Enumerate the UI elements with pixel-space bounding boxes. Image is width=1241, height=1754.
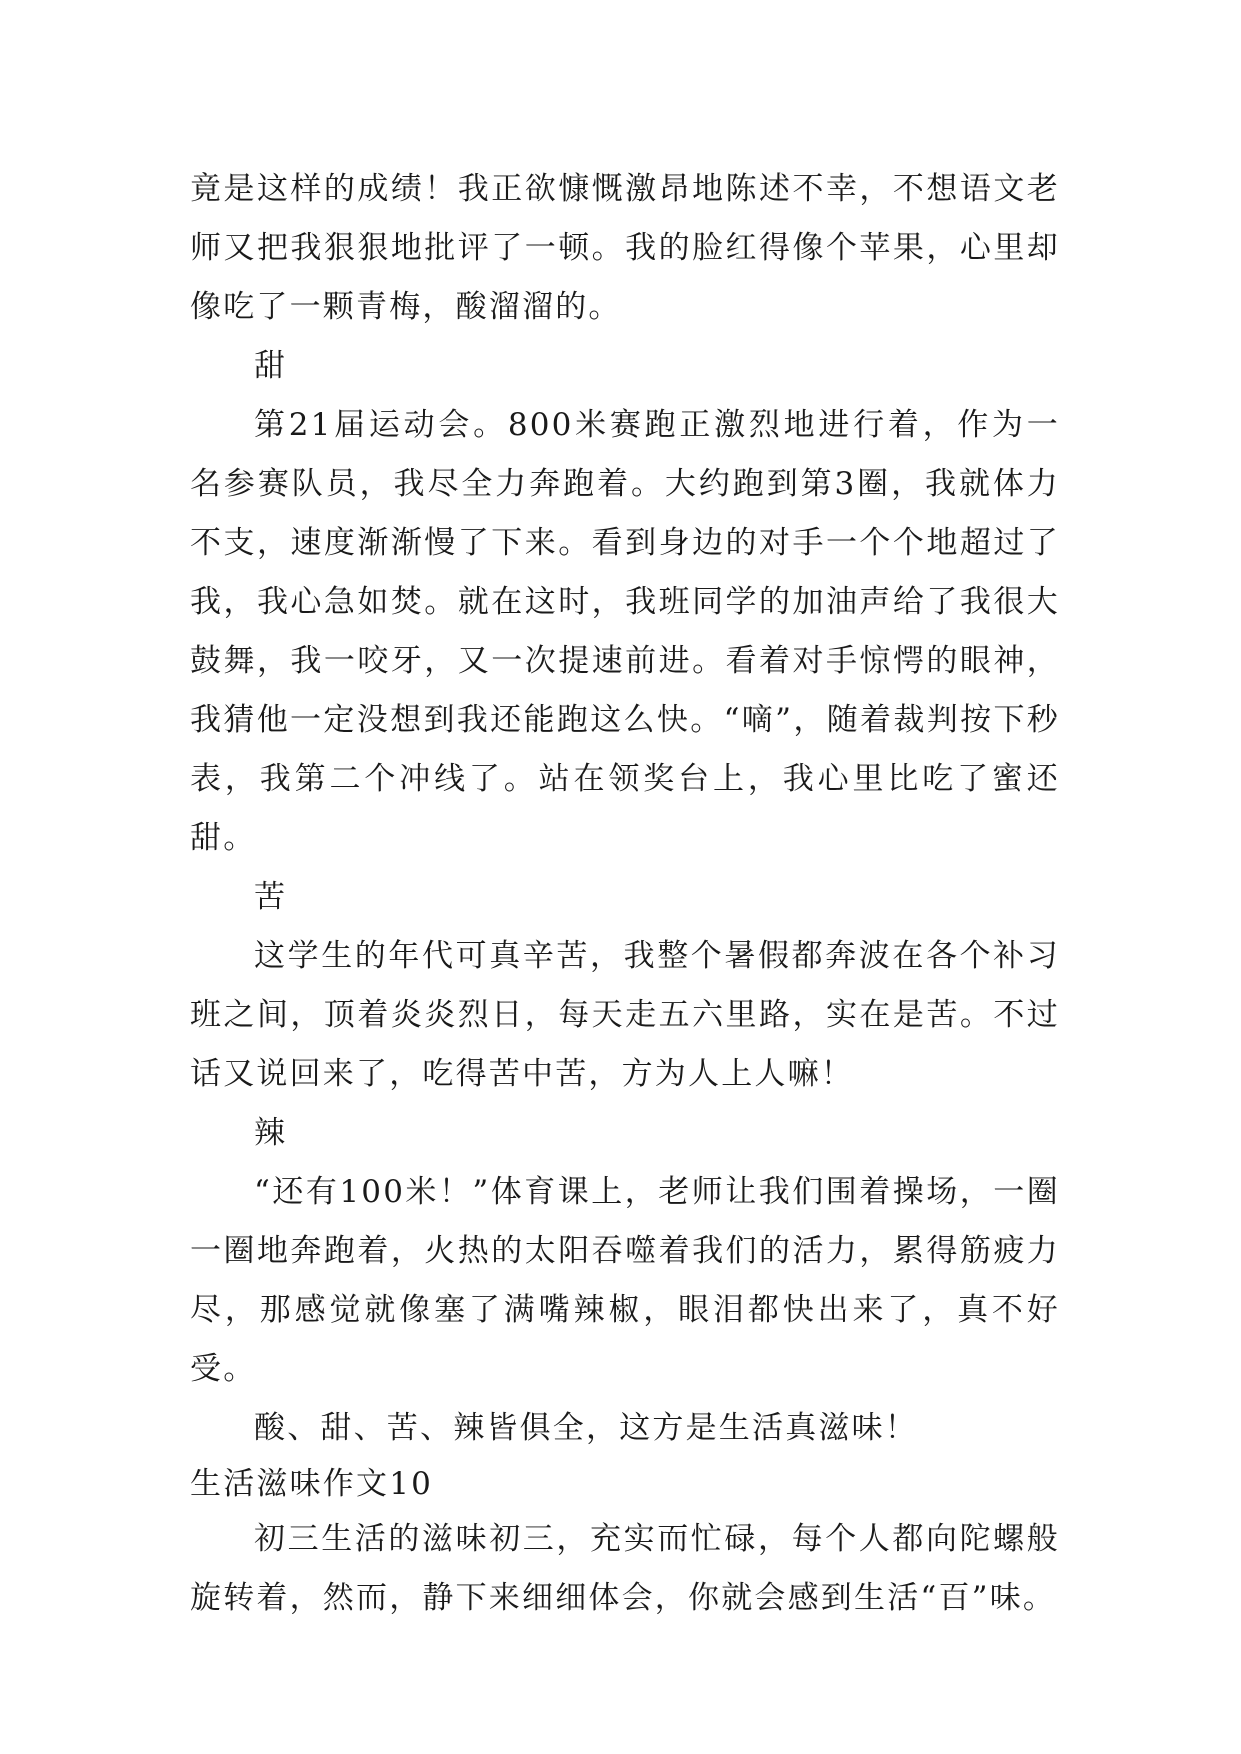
- paragraph-bitter: 这学生的年代可真辛苦，我整个暑假都奔波在各个补习班之间，顶着炎炎烈日，每天走五六里路，实在是苦。不过话又说回来了，吃得苦中苦，方为人上人嘛！: [190, 938, 1060, 1092]
- document-body: [190, 160, 1060, 1628]
- paragraph-spicy: “还有100米！”体育课上，老师让我们围着操场，一圈一圈地奔跑着，火热的太阳吞噬着我们的活力，累得筋疲力尽，那感觉就像塞了满嘴辣椒，眼泪都快出来了，真不好受。: [190, 1174, 1060, 1387]
- paragraph-sour-ending: 竟是这样的成绩！我正欲慷慨激昂地陈述不幸，不想语文老师又把我狠狠地批评了一顿。我的脸红得像个苹果，心里却像吃了一颗青梅，酸溜溜的。: [190, 171, 1060, 325]
- subheading-spicy: 辣: [254, 1115, 288, 1151]
- subheading-sweet: 甜: [254, 348, 288, 384]
- paragraph-sweet: 第21届运动会。800米赛跑正激烈地进行着，作为一名参赛队员，我尽全力奔跑着。大约跑到第3圈，我就体力不支，速度渐渐慢了下来。看到身边的对手一个个地超过了我，我心急如焚。就在这时，我班同学的加油声给了我很大鼓舞，我一咬牙，又一次提速前进。看着对手惊愕的眼神，我猜他一定没想到我还能跑这么快。“嘀”，随着裁判按下秒表，我第二个冲线了。站在领奖台上，我心里比吃了蜜还甜。: [190, 407, 1060, 856]
- essay-title: 生活滋味作文10: [190, 1466, 434, 1502]
- subheading-bitter: 苦: [254, 879, 288, 915]
- paragraph-essay-intro: 初三生活的滋味初三，充实而忙碌，每个人都向陀螺般旋转着，然而，静下来细细体会，你就会感到生活“百”味。: [190, 1521, 1060, 1616]
- paragraph-conclusion: 酸、甜、苦、辣皆俱全，这方是生活真滋味！: [254, 1410, 918, 1446]
